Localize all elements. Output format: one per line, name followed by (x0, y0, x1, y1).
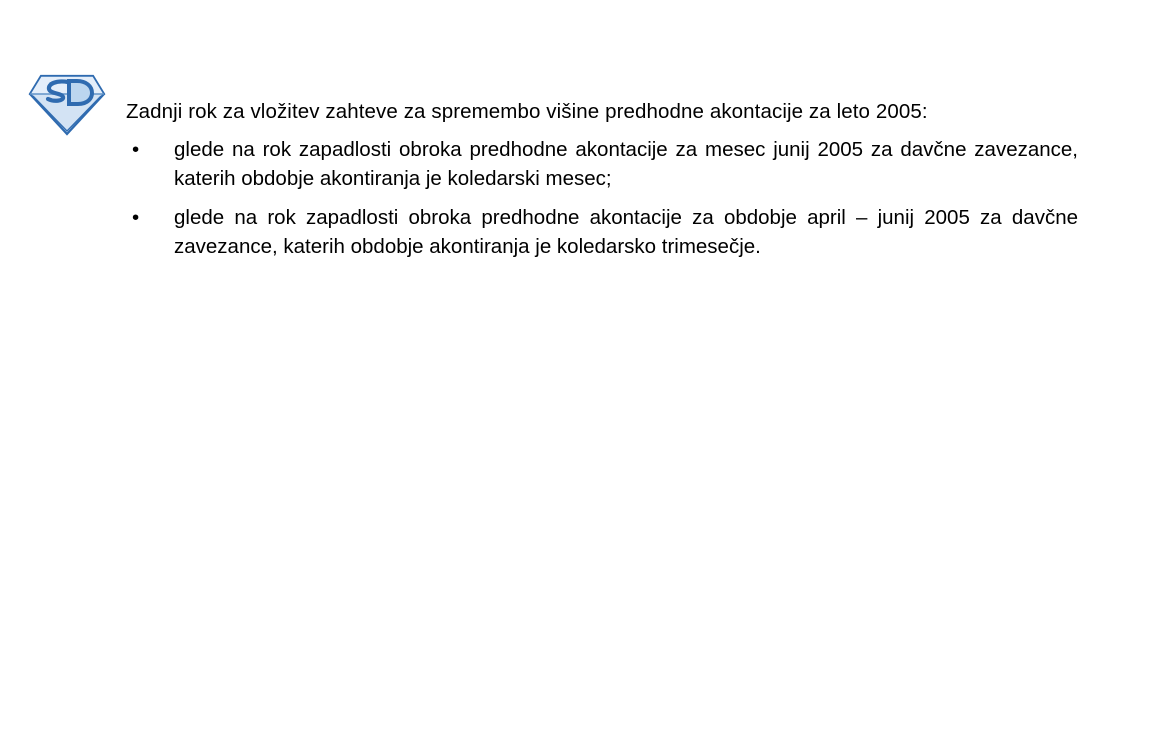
intro-paragraph: Zadnji rok za vložitev zahteve za spremembo višine predhodne akontacije za leto 2005: (126, 100, 928, 123)
slide-content (126, 98, 1078, 271)
list-item-text: glede na rok zapadlosti obroka predhodne akontacije za obdobje april – junij 2005 za davčne zavezance, katerih obdobje akontiranja je koledarsko trimesečje. (174, 206, 1078, 259)
bullet-point-icon: • (132, 138, 140, 162)
list-item (126, 203, 1078, 261)
list-item (126, 135, 1078, 193)
bullet-point-icon: • (132, 206, 140, 230)
sd-diamond-logo-icon (28, 68, 106, 140)
bullet-list (126, 135, 1078, 261)
list-item-text: glede na rok zapadlosti obroka predhodne akontacije za mesec junij 2005 za davčne zavezance, katerih obdobje akontiranja je koledarski mesec; (174, 138, 1078, 191)
